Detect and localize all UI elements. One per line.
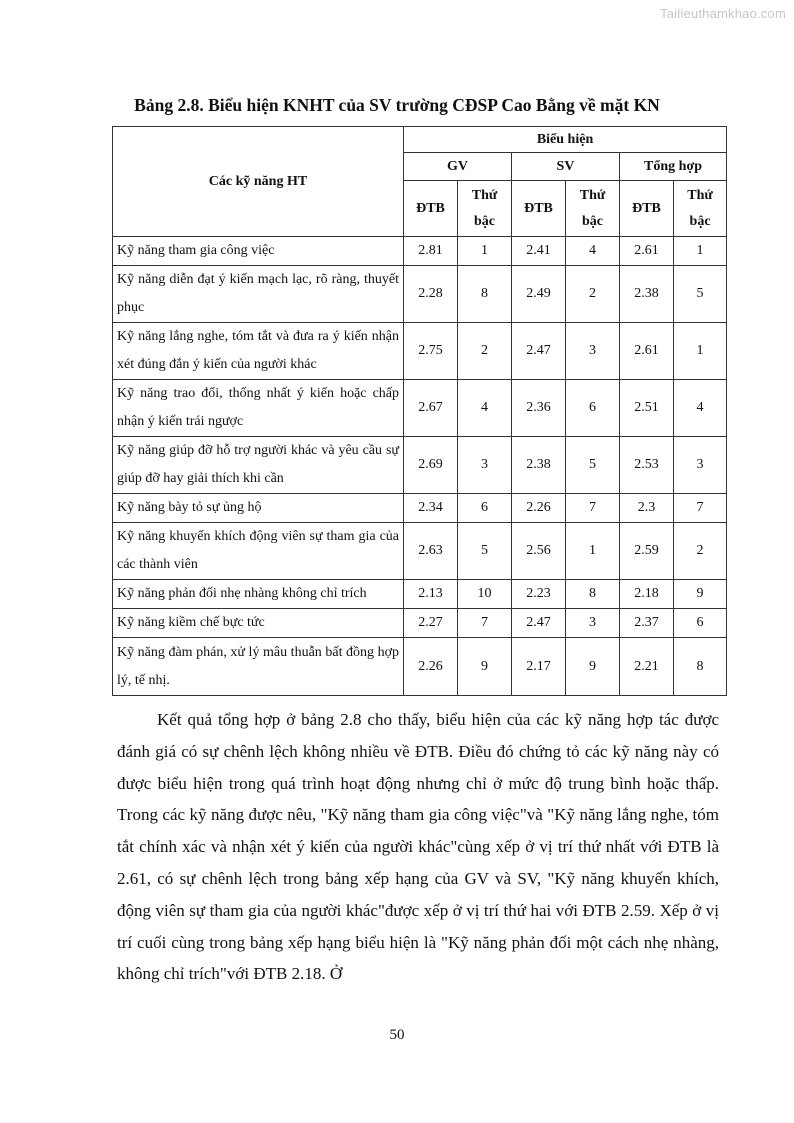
total-rank-cell: 3: [674, 437, 727, 494]
sv-rank-cell: 3: [566, 323, 620, 380]
header-gv: GV: [404, 153, 512, 181]
sv-rank-cell: 5: [566, 437, 620, 494]
gv-dtb-cell: 2.34: [404, 494, 458, 523]
gv-dtb-cell: 2.75: [404, 323, 458, 380]
header-gv-dtb: ĐTB: [404, 181, 458, 237]
page-number: 50: [389, 1027, 405, 1043]
header-sv-dtb: ĐTB: [512, 181, 566, 237]
table-row: [113, 237, 727, 266]
watermark: Tailieuthamkhao.com: [660, 6, 786, 21]
sv-dtb-cell: 2.23: [512, 580, 566, 609]
gv-rank-cell: 3: [458, 437, 512, 494]
sv-dtb-cell: 2.41: [512, 237, 566, 266]
table-row: [113, 437, 727, 494]
skill-cell: Kỹ năng kiềm chế bực tức: [113, 609, 404, 638]
total-rank-cell: 4: [674, 380, 727, 437]
skill-cell: Kỹ năng giúp đỡ hỗ trợ người khác và yêu cầu sự giúp đỡ hay giải thích khi cần: [113, 437, 404, 494]
skill-cell: Kỹ năng diễn đạt ý kiến mạch lạc, rõ ràng, thuyết phục: [113, 266, 404, 323]
total-dtb-cell: 2.18: [620, 580, 674, 609]
header-group: Biểu hiện: [404, 127, 727, 153]
gv-dtb-cell: 2.69: [404, 437, 458, 494]
gv-rank-cell: 1: [458, 237, 512, 266]
gv-dtb-cell: 2.28: [404, 266, 458, 323]
skill-cell: Kỹ năng trao đổi, thống nhất ý kiến hoặc chấp nhận ý kiến trái ngược: [113, 380, 404, 437]
sv-rank-cell: 1: [566, 523, 620, 580]
sv-dtb-cell: 2.49: [512, 266, 566, 323]
sv-dtb-cell: 2.38: [512, 437, 566, 494]
sv-rank-cell: 9: [566, 638, 620, 696]
table-row: [113, 494, 727, 523]
total-rank-cell: 6: [674, 609, 727, 638]
gv-rank-cell: 5: [458, 523, 512, 580]
total-rank-cell: 1: [674, 323, 727, 380]
header-total-dtb: ĐTB: [620, 181, 674, 237]
sv-dtb-cell: 2.47: [512, 323, 566, 380]
gv-dtb-cell: 2.63: [404, 523, 458, 580]
sv-rank-cell: 3: [566, 609, 620, 638]
skill-cell: Kỹ năng phản đối nhẹ nhàng không chỉ trích: [113, 580, 404, 609]
header-skill-col: Các kỹ năng HT: [113, 127, 404, 237]
skill-cell: Kỹ năng khuyến khích động viên sự tham gia của các thành viên: [113, 523, 404, 580]
body-paragraph: Kết quả tổng hợp ở bảng 2.8 cho thấy, biểu hiện của các kỹ năng hợp tác được đánh giá có sự chênh lệch không nhiều về ĐTB. Điều đó chứng tỏ các kỹ năng này có được biểu hiện trong quá trình hoạt động nhưng chỉ ở mức độ trung bình hoặc thấp. Trong các kỹ năng được nêu, "Kỹ năng tham gia công việc"và "Kỹ năng lắng nghe, tóm tắt chính xác và nhận xét ý kiến của người khác"cùng xếp ở vị trí thứ nhất với ĐTB là 2.61, có sự chênh lệch trong bảng xếp hạng của GV và SV, "Kỹ năng khuyến khích, động viên sự tham gia của người khác"được xếp ở vị trí thứ hai với ĐTB 2.59. Xếp ở vị trí cuối cùng trong bảng xếp hạng biểu hiện là "Kỹ năng phản đối một cách nhẹ nhàng, không chỉ trích"với ĐTB 2.18. Ở: [117, 710, 719, 984]
total-dtb-cell: 2.53: [620, 437, 674, 494]
header-total-rank: Thứ bậc: [674, 181, 727, 237]
sv-rank-cell: 2: [566, 266, 620, 323]
total-rank-cell: 1: [674, 237, 727, 266]
total-dtb-cell: 2.61: [620, 237, 674, 266]
total-dtb-cell: 2.21: [620, 638, 674, 696]
gv-dtb-cell: 2.13: [404, 580, 458, 609]
table-row: [113, 638, 727, 696]
sv-rank-cell: 6: [566, 380, 620, 437]
sv-dtb-cell: 2.17: [512, 638, 566, 696]
sv-dtb-cell: 2.36: [512, 380, 566, 437]
total-rank-cell: 9: [674, 580, 727, 609]
table-row: [113, 266, 727, 323]
sv-rank-cell: 4: [566, 237, 620, 266]
skill-cell: Kỹ năng bày tỏ sự ủng hộ: [113, 494, 404, 523]
gv-rank-cell: 9: [458, 638, 512, 696]
total-rank-cell: 7: [674, 494, 727, 523]
total-rank-cell: 8: [674, 638, 727, 696]
gv-rank-cell: 4: [458, 380, 512, 437]
sv-rank-cell: 7: [566, 494, 620, 523]
total-dtb-cell: 2.59: [620, 523, 674, 580]
header-gv-rank: Thứ bậc: [458, 181, 512, 237]
table-row: [113, 380, 727, 437]
header-total: Tổng hợp: [620, 153, 727, 181]
gv-dtb-cell: 2.81: [404, 237, 458, 266]
total-rank-cell: 2: [674, 523, 727, 580]
skill-cell: Kỹ năng tham gia công việc: [113, 237, 404, 266]
table-row: [113, 523, 727, 580]
table-row: [113, 323, 727, 380]
total-dtb-cell: 2.37: [620, 609, 674, 638]
skill-cell: Kỹ năng lắng nghe, tóm tắt và đưa ra ý kiến nhận xét đúng đắn ý kiến của người khác: [113, 323, 404, 380]
gv-rank-cell: 7: [458, 609, 512, 638]
total-dtb-cell: 2.3: [620, 494, 674, 523]
gv-rank-cell: 10: [458, 580, 512, 609]
sv-dtb-cell: 2.26: [512, 494, 566, 523]
header-sv-rank: Thứ bậc: [566, 181, 620, 237]
total-dtb-cell: 2.51: [620, 380, 674, 437]
sv-dtb-cell: 2.56: [512, 523, 566, 580]
gv-dtb-cell: 2.26: [404, 638, 458, 696]
skill-cell: Kỹ năng đàm phán, xử lý mâu thuẫn bất đồng hợp lý, tế nhị.: [113, 638, 404, 696]
total-dtb-cell: 2.38: [620, 266, 674, 323]
gv-rank-cell: 6: [458, 494, 512, 523]
table-caption: Bảng 2.8. Biểu hiện KNHT của SV trường CĐSP Cao Bằng về mặt KN: [134, 95, 660, 115]
gv-rank-cell: 2: [458, 323, 512, 380]
sv-dtb-cell: 2.47: [512, 609, 566, 638]
gv-dtb-cell: 2.27: [404, 609, 458, 638]
table-row: [113, 580, 727, 609]
skills-table: [112, 126, 727, 696]
total-dtb-cell: 2.61: [620, 323, 674, 380]
gv-dtb-cell: 2.67: [404, 380, 458, 437]
table-row: [113, 609, 727, 638]
gv-rank-cell: 8: [458, 266, 512, 323]
sv-rank-cell: 8: [566, 580, 620, 609]
total-rank-cell: 5: [674, 266, 727, 323]
header-sv: SV: [512, 153, 620, 181]
